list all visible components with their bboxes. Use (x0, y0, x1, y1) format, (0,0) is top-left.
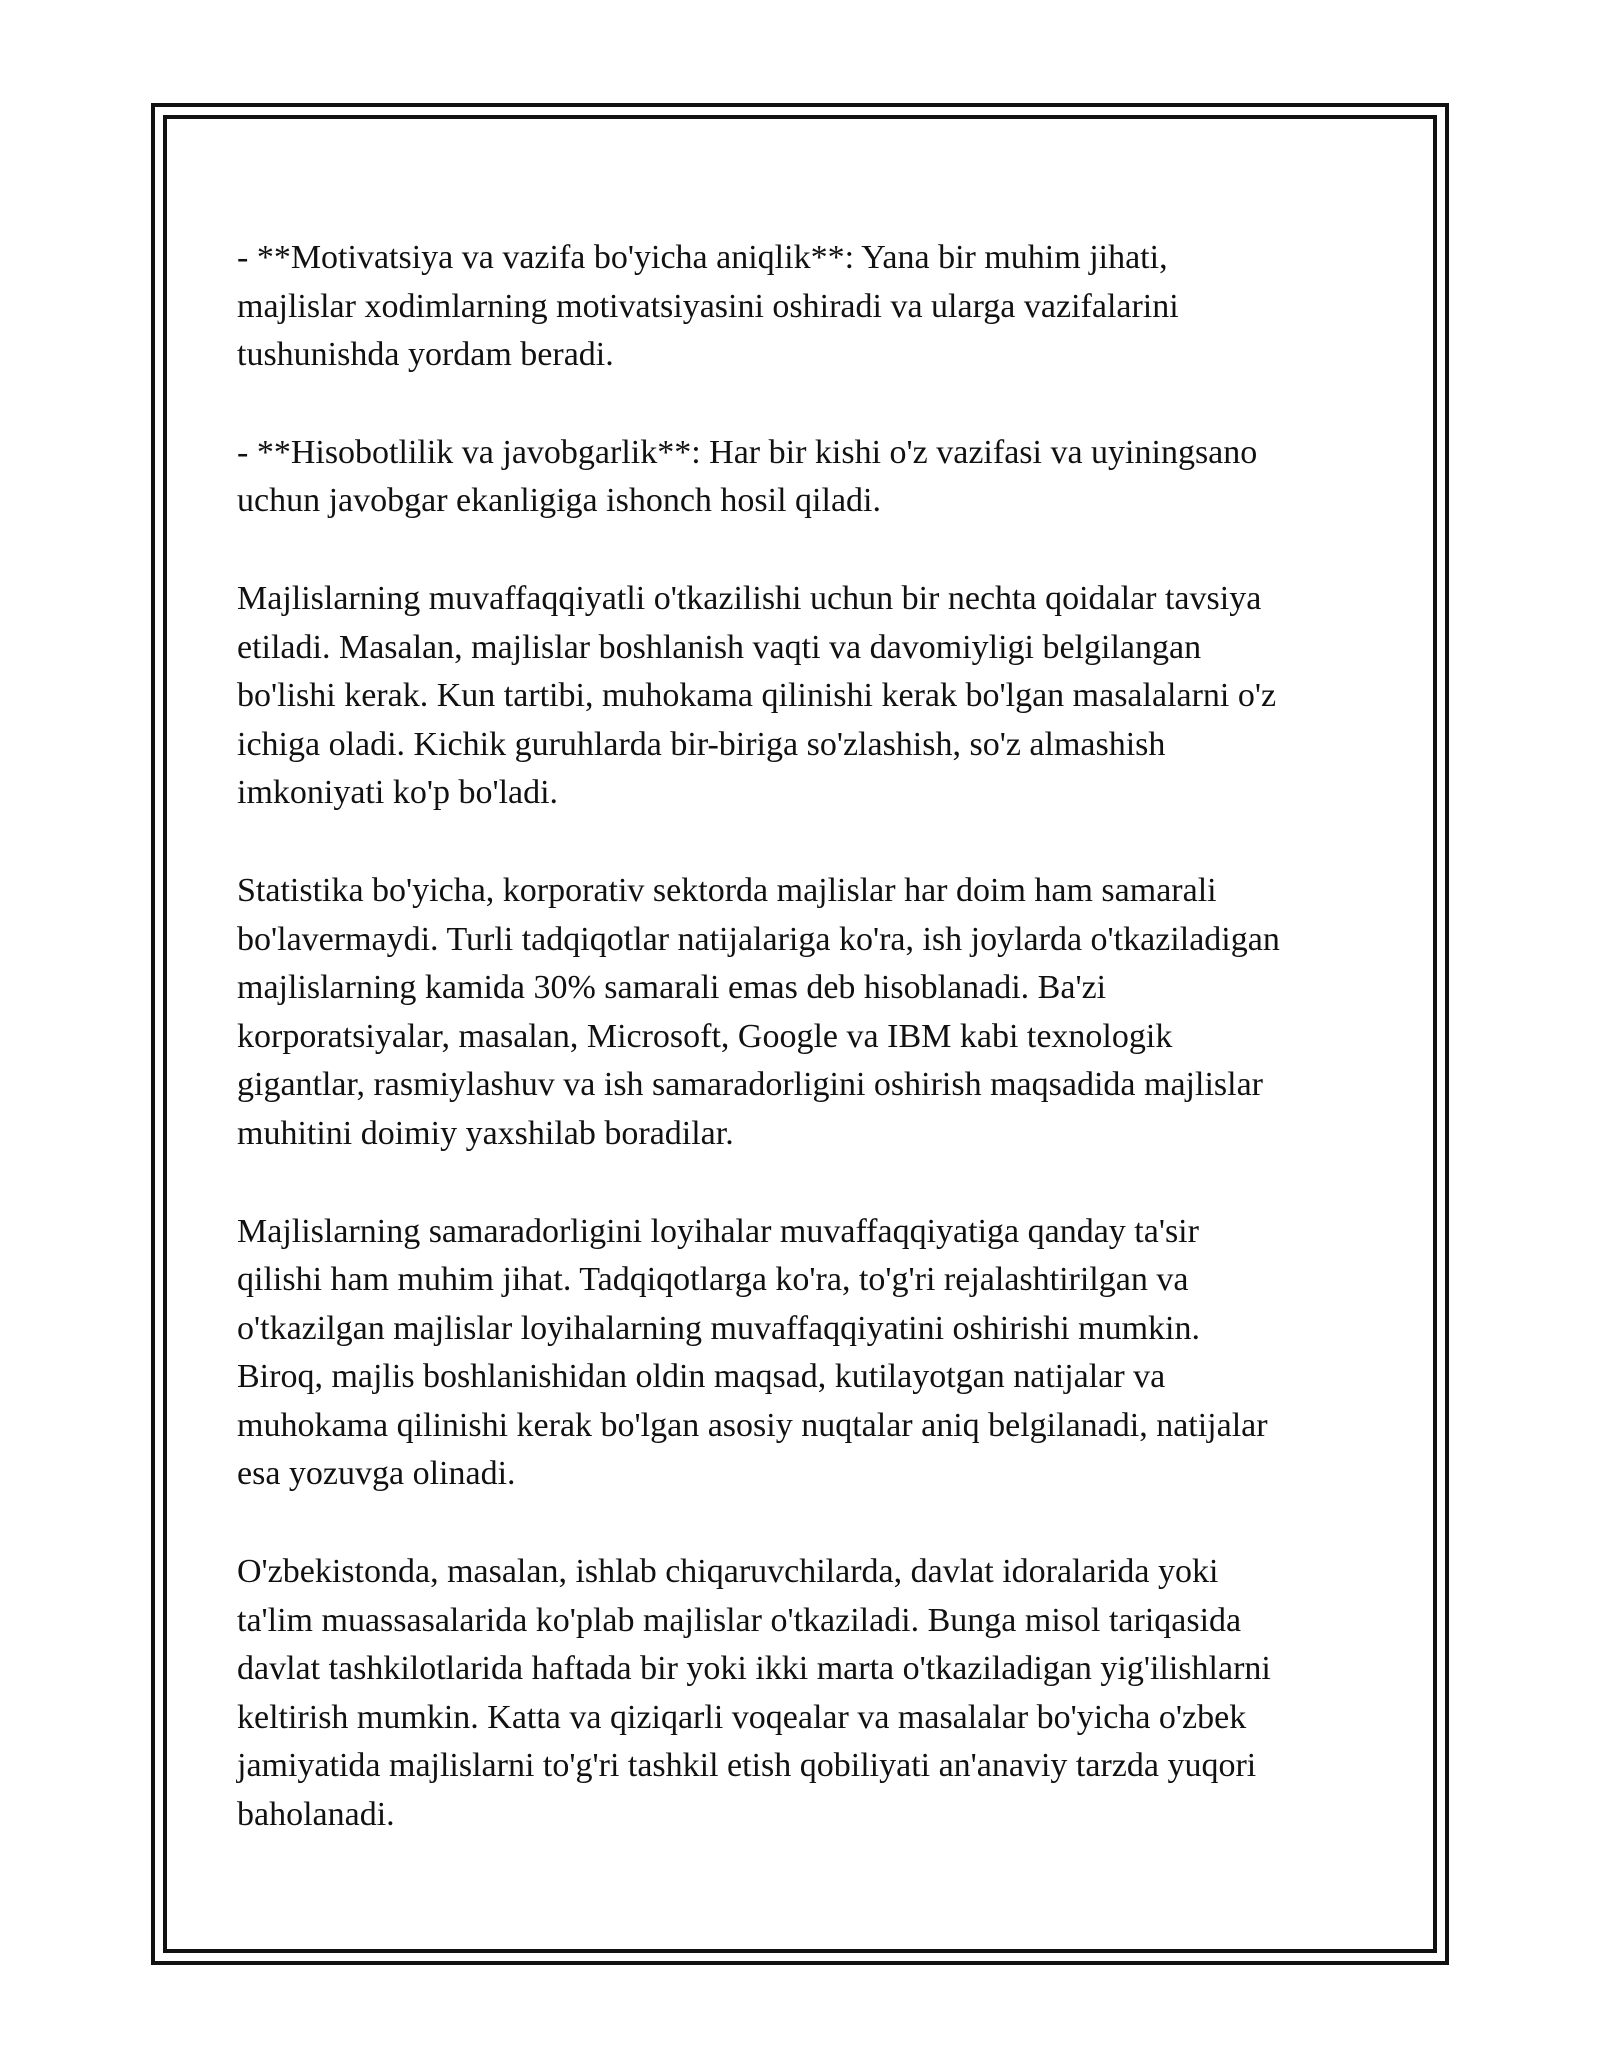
paragraph-meeting-rules: Majlislarning muvaffaqqiyatli o'tkazilishi uchun bir nechta qoidalar tavsiya etiladi. Masalan, majlislar boshlanish vaqti va davomiyligi belgilangan bo'lishi kerak. Kun tartibi, muhokama qilinishi kerak bo'lgan masalalarni o'z ichiga oladi. Kichik guruhlarda bir-biriga so'zlashish, so'z almashish imkoniyati ko'p bo'ladi. (237, 579, 1277, 812)
paragraph-uzbekistan: O'zbekistonda, masalan, ishlab chiqaruvchilarda, davlat idoralarida yoki ta'lim muassasalarida ko'plab majlislar o'tkaziladi. Bunga misol tariqasida davlat tashkilotlarida haftada bir yoki ikki marta o'tkaziladigan yig'ilishlarni keltirish mumkin. Katta va qiziqarli voqealar va masalalar bo'yicha o'zbek jamiyatida majlislarni to'g'ri tashkil etish qobiliyati an'anaviy tarzda yuqori baholanadi. (237, 1553, 1271, 1834)
paragraph-statistics: Statistika bo'yicha, korporativ sektorda majlislar har doim ham samarali bo'lavermaydi. Turli tadqiqotlar natijalariga ko'ra, ish joylarda o'tkaziladigan majlislarning kamida 30% samarali emas deb hisoblanadi. Ba'zi korporatsiyalar, masalan, Microsoft, Google va IBM kabi texnologik gigantlar, rasmiylashuv va ish samaradorligini oshirish maqsadida majlislar muhitini doimiy yaxshilab boradilar. (237, 871, 1280, 1152)
paragraph-project-success: Majlislarning samaradorligini loyihalar muvaffaqqiyatiga qanday ta'sir qilishi ham muhim jihat. Tadqiqotlarga ko'ra, to'g'ri rejalashtirilgan va o'tkazilgan majlislar loyihalarning muvaffaqqiyatini oshirishi mumkin. Biroq, majlis boshlanishidan oldin maqsad, kutilayotgan natijalar va muhokama qilinishi kerak bo'lgan asosiy nuqtalar aniq belgilanadi, natijalar esa yozuvga olinadi. (237, 1212, 1268, 1493)
document-body (237, 234, 1377, 1889)
paragraph-motivation: - **Motivatsiya va vazifa bo'yicha aniqlik**: Yana bir muhim jihati, majlislar xodimlarning motivatsiyasini oshiradi va ularga vazifalarini tushunishda yordam beradi. (237, 239, 1179, 374)
paragraph-accountability: - **Hisobotlilik va javobgarlik**: Har bir kishi o'z vazifasi va uyiningsano uchun javobgar ekanligiga ishonch hosil qiladi. (237, 433, 1258, 520)
